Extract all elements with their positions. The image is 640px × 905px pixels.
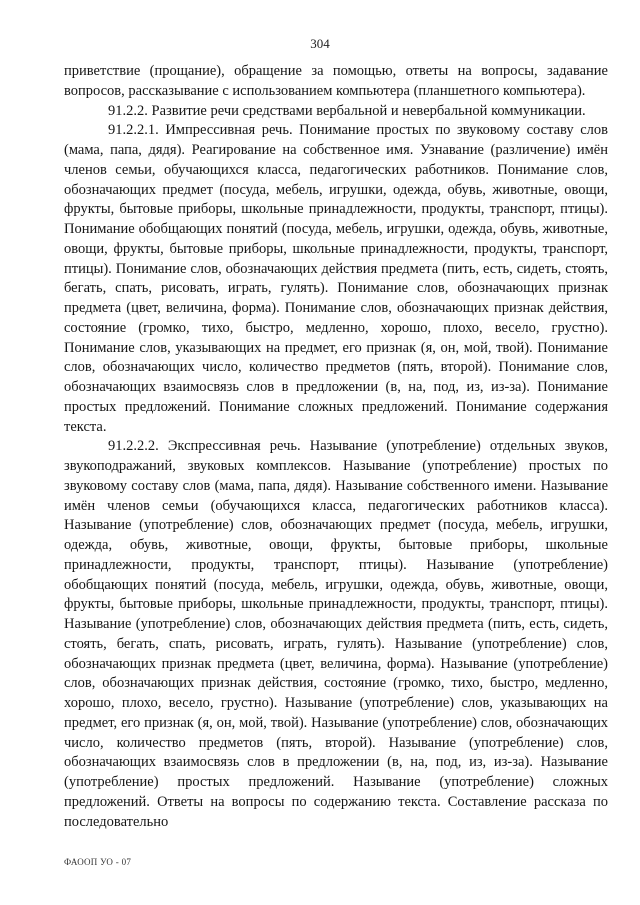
footer-document-code: ФАООП УО - 07 — [64, 857, 132, 867]
paragraph-expressive-speech: 91.2.2.2. Экспрессивная речь. Называние (употребление) отдельных звуков, звукоподражаний, звуковых комплексов. Называние (употребление) простых по звуковому составу слов (мама, папа, дядя). Называние собственного имени. Называние имён членов семьи (обучающихся класса, педагогических работников класса). Называние (употребление) слов, обозначающих предмет (посуда, мебель, игрушки, одежда, обувь, животные, овощи, фрукты, бытовые приборы, школьные принадлежности, продукты, транспорт, птицы). Называние (употребление) обобщающих понятий (посуда, мебель, игрушки, одежда, обувь, животные, овощи, фрукты, бытовые приборы, школьные принадлежности, продукты, транспорт, птицы). Называние (употребление) слов, обозначающих действия предмета (пить, есть, сидеть, стоять, бегать, спать, рисовать, играть, гулять). Называние (употребление) слов, обозначающих признак предмета (цвет, величина, форма). Называние (употребление) слов, обозначающих признак действия, состояние (громко, тихо, быстро, медленно, хорошо, плохо, весело, грустно). Называние (употребление) слов, указывающих на предмет, его признак (я, он, мой, твой). Называние (употребление) слов, обозначающих число, количество предметов (пять, второй). Называние (употребление) слов, обозначающих взаимосвязь слов в предложении (в, на, под, из, из-за). Называние (употребление) простых предложений. Называние (употребление) сложных предложений. Ответы на вопросы по содержанию текста. Составление рассказа по последовательно — [64, 438, 608, 830]
page-number: 304 — [310, 36, 330, 51]
paragraph-impressive-speech: 91.2.2.1. Импрессивная речь. Понимание простых по звуковому составу слов (мама, папа, дядя). Реагирование на собственное имя. Узнавание (различение) имён членов семьи, обучающихся класса, педагогических работников. Понимание слов, обозначающих предмет (посуда, мебель, игрушки, одежда, обувь, животные, овощи, фрукты, бытовые приборы, школьные принадлежности, продукты, транспорт, птицы). Понимание обобщающих понятий (посуда, мебель, игрушки, одежда, обувь, животные, овощи, фрукты, бытовые приборы, школьные принадлежности, продукты, транспорт, птицы). Понимание слов, обозначающих действия предмета (пить, есть, сидеть, стоять, бегать, спать, рисовать, играть, гулять). Понимание слов, обозначающих признак предмета (цвет, величина, форма). Понимание слов, обозначающих признак действия, состояние (громко, тихо, быстро, медленно, хорошо, плохо, весело, грустно). Понимание слов, указывающих на предмет, его признак (я, он, мой, твой). Понимание слов, обозначающих число, количество предметов (пять, второй). Понимание слов, обозначающих взаимосвязь слов в предложении (в, на, под, из, из-за). Понимание простых предложений. Понимание сложных предложений. Понимание содержания текста. — [64, 122, 608, 435]
paragraph-continuation: приветствие (прощание), обращение за помощью, ответы на вопросы, задавание вопросов, рассказывание с использованием компьютера (планшетного компьютера). — [64, 63, 608, 99]
section-heading-91-2-2: 91.2.2. Развитие речи средствами вербальной и невербальной коммуникации. — [108, 102, 586, 119]
document-body — [64, 62, 608, 832]
